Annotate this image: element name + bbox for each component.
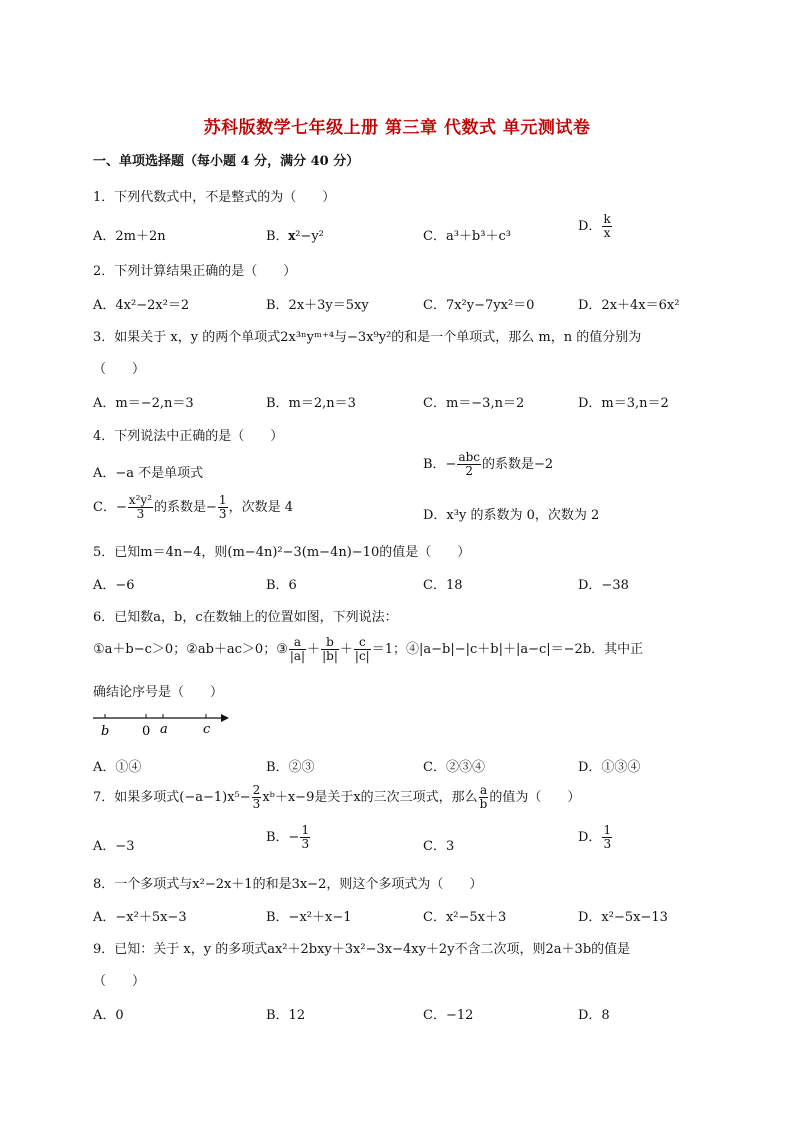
axis-label-c: c (203, 722, 211, 737)
question-6-stem: 6．已知数a，b，c在数轴上的位置如图，下列说法： (93, 610, 398, 625)
q9-option-b: B．12 (266, 1008, 306, 1023)
q4-option-d: D．x³y 的系数为 0，次数为 2 (423, 508, 600, 523)
q1-option-a: A．2m＋2n (93, 229, 166, 244)
q8-option-d: D．x²−5x−13 (578, 910, 668, 925)
q1-option-c: C．a³＋b³＋c³ (423, 229, 511, 244)
q7-option-a: A．−3 (93, 839, 135, 854)
question-6-conclusion: 确结论序号是（ ） (93, 685, 224, 700)
q9-option-c: C．−12 (423, 1008, 474, 1023)
question-6-statements: ①a＋b−c＞0；②ab＋ac＞0；③ $\frac{a}{|a|}$ ＋ $\frac{b}{|b|}$ ＋ $\frac{c}{|c|}$ ＝1；④|a−b|−|c＋b|＋|a−c|＝−2b．其中正 (93, 635, 644, 663)
q6-option-c: C．②③④ (423, 760, 485, 775)
q5-option-b: B．6 (266, 578, 297, 593)
q2-option-a: A．4x²−2x²＝2 (93, 298, 190, 313)
q3-option-c: C．m＝−3,n＝2 (423, 396, 525, 411)
axis-label-a: a (160, 722, 168, 737)
q6-option-b: B．②③ (266, 760, 315, 775)
q3-option-a: A．m＝−2,n＝3 (93, 396, 194, 411)
question-9-stem: 9．已知：关于 x，y 的多项式ax²＋2bxy＋3x²−3x−4xy＋2y不含二次项，则2a＋3b的值是 (93, 942, 631, 957)
section-heading: 一、单项选择题（每小题 4 分，满分 40 分） (93, 154, 360, 169)
question-1-stem: 1．下列代数式中，不是整式的为（ ） (93, 190, 336, 205)
axis-label-0: 0 (142, 724, 151, 739)
q7-option-d: D． $\frac{1}{3}$ (578, 823, 612, 851)
number-line-figure (93, 710, 233, 740)
question-7-stem: 7．如果多项式(−a−1)x⁵− $\frac{2}{3}$ xᵇ＋x−9是关于x的三次三项式，那么 $\frac{a}{b}$ 的值为（ ） (93, 783, 581, 811)
q8-option-b: B．−x²＋x−1 (266, 910, 352, 925)
q2-option-d: D．2x＋4x＝6x² (578, 298, 680, 313)
q9-option-d: D．8 (578, 1008, 610, 1023)
q6-option-d: D．①③④ (578, 760, 641, 775)
q4-option-b: B．− $\frac{\text{abc}}{2}$ 的系数是−2 (423, 450, 554, 478)
question-9-paren: （ ） (93, 974, 146, 989)
q3-option-d: D．m＝3,n＝2 (578, 396, 669, 411)
q8-option-a: A．−x²＋5x−3 (93, 910, 187, 925)
q2-option-c: C．7x²y−7yx²＝0 (423, 298, 535, 313)
q8-option-c: C．x²−5x＋3 (423, 910, 507, 925)
q4-option-a: A．−a 不是单项式 (93, 466, 204, 481)
question-4-stem: 4．下列说法中正确的是（ ） (93, 429, 284, 444)
question-8-stem: 8．一个多项式与x²−2x＋1的和是3x−2，则这个多项式为（ ） (93, 877, 483, 892)
q4-option-c: C．− $\frac{\text{x²y²}}{3}$ 的系数是− $\frac{1}{3}$ ，次数是 4 (93, 493, 293, 521)
page-title: 苏科版数学七年级上册 第三章 代数式 单元测试卷 (203, 118, 591, 138)
q1-option-d: D． $\frac{k}{x}$ (578, 212, 611, 240)
question-5-stem: 5．已知m＝4n−4，则(m−4n)²−3(m−4n)−10的值是（ ） (93, 545, 471, 560)
question-3-stem: 3．如果关于 x，y 的两个单项式2x³ⁿyᵐ⁺⁴与−3x⁹y²的和是一个单项式，那么 m，n 的值分别为 (93, 330, 642, 345)
q7-option-b: B．− $\frac{1}{3}$ (266, 823, 310, 851)
q5-option-c: C．18 (423, 578, 463, 593)
q5-option-d: D．−38 (578, 578, 629, 593)
question-2-stem: 2．下列计算结果正确的是（ ） (93, 264, 297, 279)
axis-label-b: b (101, 724, 110, 739)
q1-option-b: B．xx²−y² (266, 229, 324, 244)
q5-option-a: A．−6 (93, 578, 135, 593)
q6-option-a: A．①④ (93, 760, 142, 775)
q2-option-b: B．2x＋3y＝5xy (266, 298, 369, 313)
number-line-arrow (221, 714, 229, 722)
q3-option-b: B．m＝2,n＝3 (266, 396, 356, 411)
q9-option-a: A．0 (93, 1008, 124, 1023)
question-3-paren: （ ） (93, 362, 146, 377)
q7-option-c: C．3 (423, 839, 455, 854)
